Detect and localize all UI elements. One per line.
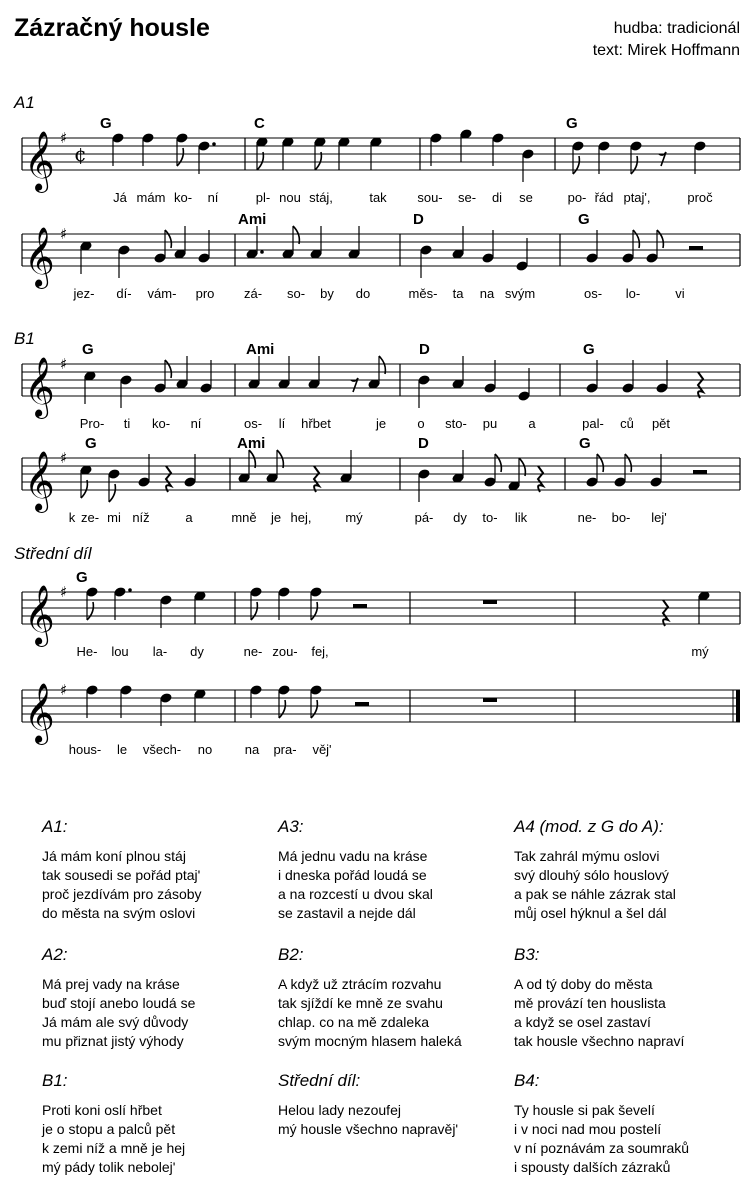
note-dot [260,250,264,254]
lyric-syllable: hej, [290,510,312,525]
treble-clef-icon: 𝄞 [24,227,55,287]
lyric-syllable: no [197,742,213,757]
lyric-syllable: na [244,742,260,757]
verse-b3 [514,945,750,1051]
note-flag [257,152,263,170]
verse-line: proč jezdívám pro zásoby [42,886,202,902]
verse-line: tak sjíždí ke mně ze svahu [278,995,443,1011]
quarter-rest [663,600,668,626]
music-credit: hudba: tradicionál [613,20,740,37]
lyric-syllable: ko- [173,190,193,205]
lyric-syllable: ní [190,416,202,431]
verse-line: Má prej vady na kráse [42,976,180,992]
lyric-syllable: pá- [414,510,434,525]
whole-rest [483,698,497,702]
verse-line: mu přiznat jistý výhody [42,1033,184,1049]
lyric-syllable: bo- [611,510,631,525]
note-flag [277,450,283,468]
lyric-syllable: věj' [312,742,332,757]
song-title: Zázračný housle [14,14,210,42]
lyric-syllable: pal- [582,416,604,431]
verse-b1 [42,1071,282,1177]
lyric-syllable: ta [452,286,464,301]
text-credit: text: Mirek Hoffmann [592,42,740,59]
lyric-syllable: mi [107,510,121,525]
verse-line: k zemi níž a mně je hej [42,1140,186,1156]
lyric-syllable: dy [453,510,467,525]
lyric-syllable: to- [482,510,498,525]
note-flag [311,602,317,620]
verse-heading: A1: [42,817,68,836]
chord-symbol: G [82,341,94,358]
verse-line: mý housle všechno napravěj' [278,1121,459,1137]
chord-symbol: G [583,341,595,358]
lyric-syllable: os- [583,286,603,301]
quarter-rest [698,372,703,398]
lyric-syllable: je [270,510,282,525]
note-flag [657,230,663,248]
lyric-syllable: vám- [147,286,177,301]
music-system-6 [0,668,750,768]
cut-time-icon: ¢ [74,142,87,166]
verse-a2 [42,945,282,1051]
sharp-icon: ♯ [60,449,68,467]
treble-clef-icon: 𝄞 [24,585,55,645]
note-flag [495,454,501,472]
lyric-syllable: dy [190,644,204,659]
lyric-syllable: ců [620,416,634,431]
note-flag [251,602,257,620]
quarter-rest [538,466,543,492]
note-flag [573,156,579,174]
lyric-syllable: so- [286,286,306,301]
lyric-syllable: sou- [417,190,443,205]
lyric-syllable: pra- [273,742,297,757]
section-label-b1: B1 [14,329,35,348]
lyric-syllable: lou [111,644,129,659]
lyric-syllable: dí- [116,286,132,301]
note-flag [631,156,637,174]
note-flag [165,230,171,248]
lyric-syllable: je [375,416,387,431]
lyric-syllable: la- [152,644,168,659]
lyric-syllable: pu [482,416,498,431]
chord-symbol: G [100,115,112,132]
chord-symbol: G [578,211,590,228]
lyric-syllable: Pro- [79,416,105,431]
verse-a4 [514,817,750,923]
verse-line: svý dlouhý sólo houslový [514,867,669,883]
music-system-2 [0,212,750,312]
lyric-syllable: k [68,510,76,525]
note-flag [81,480,87,498]
verse-line: A když už ztrácím rozvahu [278,976,442,992]
half-rest [693,470,707,474]
lyric-syllable: měs- [408,286,438,301]
verse-line: se zastavil a nejde dál [278,905,416,921]
sharp-icon: ♯ [60,681,68,699]
verse-line: do města na svým oslovi [42,905,196,921]
quarter-rest [166,466,171,492]
note-flag [165,360,171,378]
verse-heading: A3: [278,817,304,836]
lyric-syllable: mý [691,644,709,659]
music-system-5 [0,570,750,670]
final-barline [736,690,740,722]
verse-line: Tak zahrál mýmu oslovi [514,848,660,864]
verse-line: i spousty dalších zázraků [514,1159,671,1175]
sharp-icon: ♯ [60,583,68,601]
lyric-syllable: lej' [651,510,667,525]
verse-line: a pak se náhle zázrak stal [514,886,676,902]
chord-symbol: Ami [237,435,266,452]
half-rest [689,246,703,250]
lyric-syllable: zou- [272,644,298,659]
lyric-syllable: níž [132,510,150,525]
music-system-1 [0,116,750,216]
verse-line: Proti koni oslí hřbet [42,1102,162,1118]
verse-line: Já mám koní plnou stáj [42,848,186,864]
note-flag [597,454,603,472]
lyric-syllable: ptaj', [623,190,651,205]
note-flag [177,148,183,166]
lyric-syllable: řád [594,190,614,205]
lyric-syllable: vi [675,286,685,301]
verse-line: Helou lady nezoufej [278,1102,401,1118]
verse-line: i v noci nad mou postelí [514,1121,662,1137]
verse-line: Já mám ale svý důvody [42,1014,189,1030]
note-flag [315,152,321,170]
lyric-syllable: do [355,286,371,301]
music-system-4 [0,436,750,536]
verse-line: svým mocným hlasem haleká [278,1033,462,1049]
lyric-syllable: ne- [243,644,263,659]
verse-line: mě provází ten houslista [514,995,666,1011]
lyric-syllable: a [185,510,193,525]
chord-symbol: G [76,569,88,586]
lyric-syllable: pět [651,416,671,431]
note-flag [311,700,317,718]
sharp-icon: ♯ [60,129,68,147]
whole-rest [483,600,497,604]
lyric-syllable: tak [369,190,387,205]
verse-line: v ní poznávám za soumraků [514,1140,690,1156]
lyric-syllable: ti [123,416,131,431]
treble-clef-icon: 𝄞 [24,357,55,417]
lyric-syllable: o [417,416,425,431]
lyric-syllable: proč [687,190,713,205]
verse-line: Má jednu vadu na kráse [278,848,428,864]
verse-line: tak housle všechno napraví [514,1033,685,1049]
verse-line: a když se osel zastaví [514,1014,651,1030]
lyric-syllable: pl- [255,190,271,205]
lyric-syllable: zá- [243,286,263,301]
note-flag [379,356,385,374]
note-flag [633,230,639,248]
note-flag [249,450,255,468]
lyric-syllable: lik [514,510,528,525]
lyric-syllable: Já [113,190,127,205]
chord-symbol: D [418,435,429,452]
lyric-syllable: na [479,286,495,301]
verse-heading: B3: [514,945,540,964]
quarter-rest [314,466,319,492]
verse-heading: A4 (mod. z G do A): [514,817,664,836]
chord-symbol: Ami [246,341,275,358]
verse-heading: B1: [42,1071,68,1090]
note-dot [128,588,132,592]
lyric-syllable: stáj, [309,190,333,205]
lyric-syllable: fej, [311,644,329,659]
lyric-syllable: se- [457,190,477,205]
verse-line: A od tý doby do města [514,976,653,992]
lyric-syllable: mně [231,510,257,525]
lyric-syllable: sto- [445,416,467,431]
note-flag [87,602,93,620]
lyric-syllable: se [519,190,533,205]
chord-symbol: G [579,435,591,452]
verse-b4 [514,1071,750,1177]
lyric-syllable: lí [278,416,286,431]
chord-symbol: Ami [238,211,267,228]
lyric-syllable: pro [195,286,215,301]
verse-a3 [278,817,518,923]
half-rest [355,702,369,706]
lyric-syllable: lo- [625,286,641,301]
verse-middle [278,1071,518,1139]
note-flag [279,700,285,718]
note-dot [212,142,216,146]
treble-clef-icon: 𝄞 [24,451,55,511]
section-label-a1: A1 [14,93,35,112]
verse-line: tak sousedi se pořád ptaj' [42,867,201,883]
lyric-syllable: všech- [142,742,182,757]
verse-heading: Střední díl: [278,1071,361,1090]
lyric-syllable: a [528,416,536,431]
verse-a1 [42,817,282,923]
lyric-syllable: jez- [73,286,95,301]
lyric-syllable: ní [207,190,219,205]
note-flag [293,226,299,244]
chord-symbol: D [419,341,430,358]
lyric-syllable: os- [243,416,263,431]
verse-line: buď stojí anebo loudá se [42,995,196,1011]
section-label-middle: Střední díl [14,544,92,563]
lyric-syllable: He- [76,644,98,659]
note-flag [109,484,115,502]
note-flag [625,454,631,472]
lyric-syllable: ne- [577,510,597,525]
note-flag [519,458,525,476]
lyric-syllable: mám [136,190,166,205]
lyric-syllable: ko- [151,416,171,431]
lyric-syllable: le [116,742,128,757]
verse-b2 [278,945,518,1051]
lyric-syllable: hřbet [301,416,331,431]
verse-line: Ty housle si pak ševelí [514,1102,655,1118]
lyric-syllable: svým [504,286,536,301]
verse-line: můj osel hýknul a šel dál [514,905,667,921]
verse-line: mý pády tolik nebolej' [42,1159,176,1175]
lyric-syllable: di [491,190,503,205]
chord-symbol: C [254,115,265,132]
verse-line: i dneska pořád loudá se [278,867,427,883]
verse-heading: B4: [514,1071,540,1090]
verse-line: je o stopu a palců pět [42,1121,176,1137]
chord-symbol: D [413,211,424,228]
lyric-syllable: ze- [80,510,100,525]
lyric-syllable: nou [279,190,301,205]
sharp-icon: ♯ [60,355,68,373]
verse-heading: B2: [278,945,304,964]
lyric-syllable: by [320,286,334,301]
lyric-syllable: mý [345,510,363,525]
music-system-3 [0,342,750,442]
credits [593,18,740,62]
chord-symbol: G [85,435,97,452]
lyric-syllable: po- [567,190,587,205]
verse-line: chlap. co na mě zdaleka [278,1014,429,1030]
verse-heading: A2: [42,945,68,964]
sharp-icon: ♯ [60,225,68,243]
half-rest [353,604,367,608]
verse-line: a na rozcestí u dvou skal [278,886,433,902]
treble-clef-icon: 𝄞 [24,131,55,191]
treble-clef-icon: 𝄞 [24,683,55,743]
lyric-syllable: hous- [68,742,102,757]
chord-symbol: G [566,115,578,132]
